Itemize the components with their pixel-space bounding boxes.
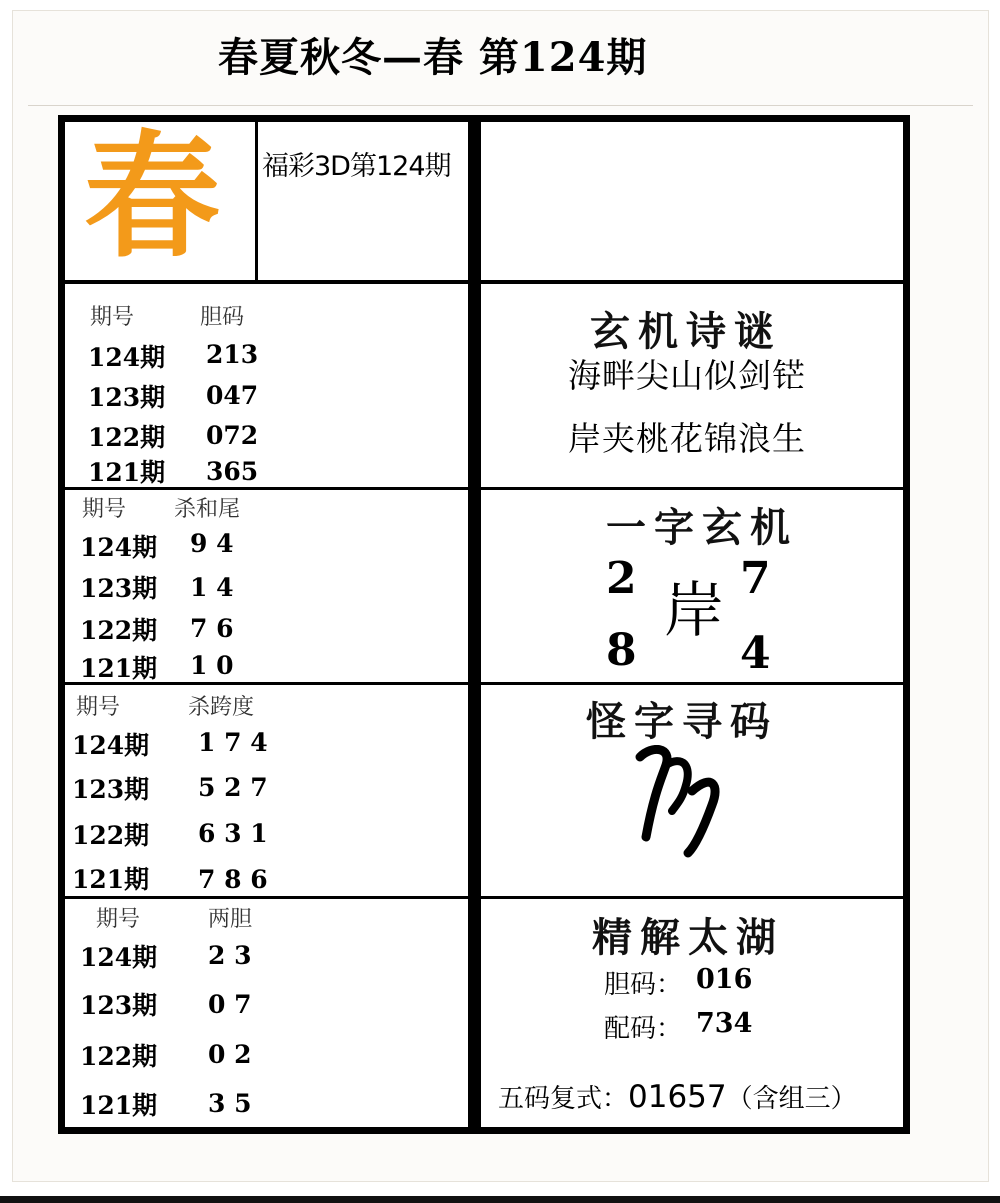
table-row-value: 9 4 [190,529,234,558]
table-row-value: 213 [206,340,259,369]
section-4-period-header: 期号 [96,907,141,932]
table-row-value: 047 [206,381,259,410]
header-divider [64,280,904,284]
table-row-period: 123期 [72,775,150,804]
handwritten-glyph-icon [632,745,732,865]
one-char-title: 一字玄机 [606,504,798,551]
table-row-period: 123期 [80,574,158,603]
table-row-value: 0 2 [208,1040,252,1069]
table-row-period: 124期 [80,943,158,972]
five-code-combo [498,1078,857,1115]
left-divider-3 [64,896,468,899]
right-divider-1 [481,487,904,490]
table-row-value: 1 7 4 [198,728,268,757]
page-title: 春夏秋冬—春 第124期 [218,34,648,81]
table-row-period: 124期 [80,533,158,562]
one-char-number: 4 [740,628,771,679]
table-row-period: 123期 [88,383,166,412]
analysis-title: 精解太湖 [592,914,784,961]
table-row-value: 3 5 [208,1089,252,1118]
riddle-title: 玄机诗谜 [590,308,782,355]
strange-char-title: 怪字寻码 [586,698,778,745]
dan-code-value: 016 [696,964,753,995]
section-2-period-header: 期号 [82,497,127,522]
season-character: 春 [84,119,220,277]
table-row-period: 124期 [88,343,166,372]
lottery-issue-label: 福彩3D第124期 [262,151,451,182]
table-row-value: 1 4 [190,573,234,602]
dan-code-label: 胆码： [604,970,683,1000]
section-2-value-header: 杀和尾 [174,497,241,522]
pei-code-value: 734 [696,1008,753,1039]
riddle-line-2: 岸夹桃花锦浪生 [568,419,806,458]
section-3-period-header: 期号 [76,695,121,720]
section-3-value-header: 杀跨度 [188,695,255,720]
header-cell-divider [255,121,258,281]
one-char-hint: 岸 [664,576,724,646]
section-1-value-header: 胆码 [200,305,245,330]
table-row-period: 121期 [80,654,158,683]
table-row-period: 121期 [72,865,150,894]
table-row-value: 6 3 1 [198,819,268,848]
table-row-period: 122期 [80,1042,158,1071]
table-row-period: 121期 [88,458,166,487]
five-code-value: 01657 [628,1079,727,1115]
one-char-number: 7 [740,553,771,604]
table-row-value: 7 6 [190,614,234,643]
title-divider [28,105,973,106]
table-row-value: 072 [206,421,259,450]
table-row-value: 2 3 [208,941,252,970]
table-row-period: 123期 [80,991,158,1020]
center-divider [468,115,481,1134]
table-row-value: 1 0 [190,651,234,680]
right-divider-3 [481,896,904,899]
table-row-period: 124期 [72,731,150,760]
table-row-period: 122期 [88,423,166,452]
riddle-line-1: 海畔尖山似剑铓 [568,356,806,395]
table-row-value: 365 [206,457,259,486]
one-char-number: 8 [606,625,637,676]
table-row-period: 121期 [80,1091,158,1120]
right-divider-2 [481,682,904,685]
bottom-border [0,1196,1000,1203]
five-code-note: （含组三） [726,1084,857,1114]
table-row-value: 7 8 6 [198,865,268,894]
five-code-label: 五码复式： [498,1084,629,1114]
one-char-number: 2 [606,553,637,604]
table-row-value: 0 7 [208,990,252,1019]
table-row-value: 5 2 7 [198,773,268,802]
table-row-period: 122期 [72,821,150,850]
table-row-period: 122期 [80,616,158,645]
pei-code-label: 配码： [604,1014,683,1044]
section-4-value-header: 两胆 [208,907,253,932]
section-1-period-header: 期号 [90,305,135,330]
